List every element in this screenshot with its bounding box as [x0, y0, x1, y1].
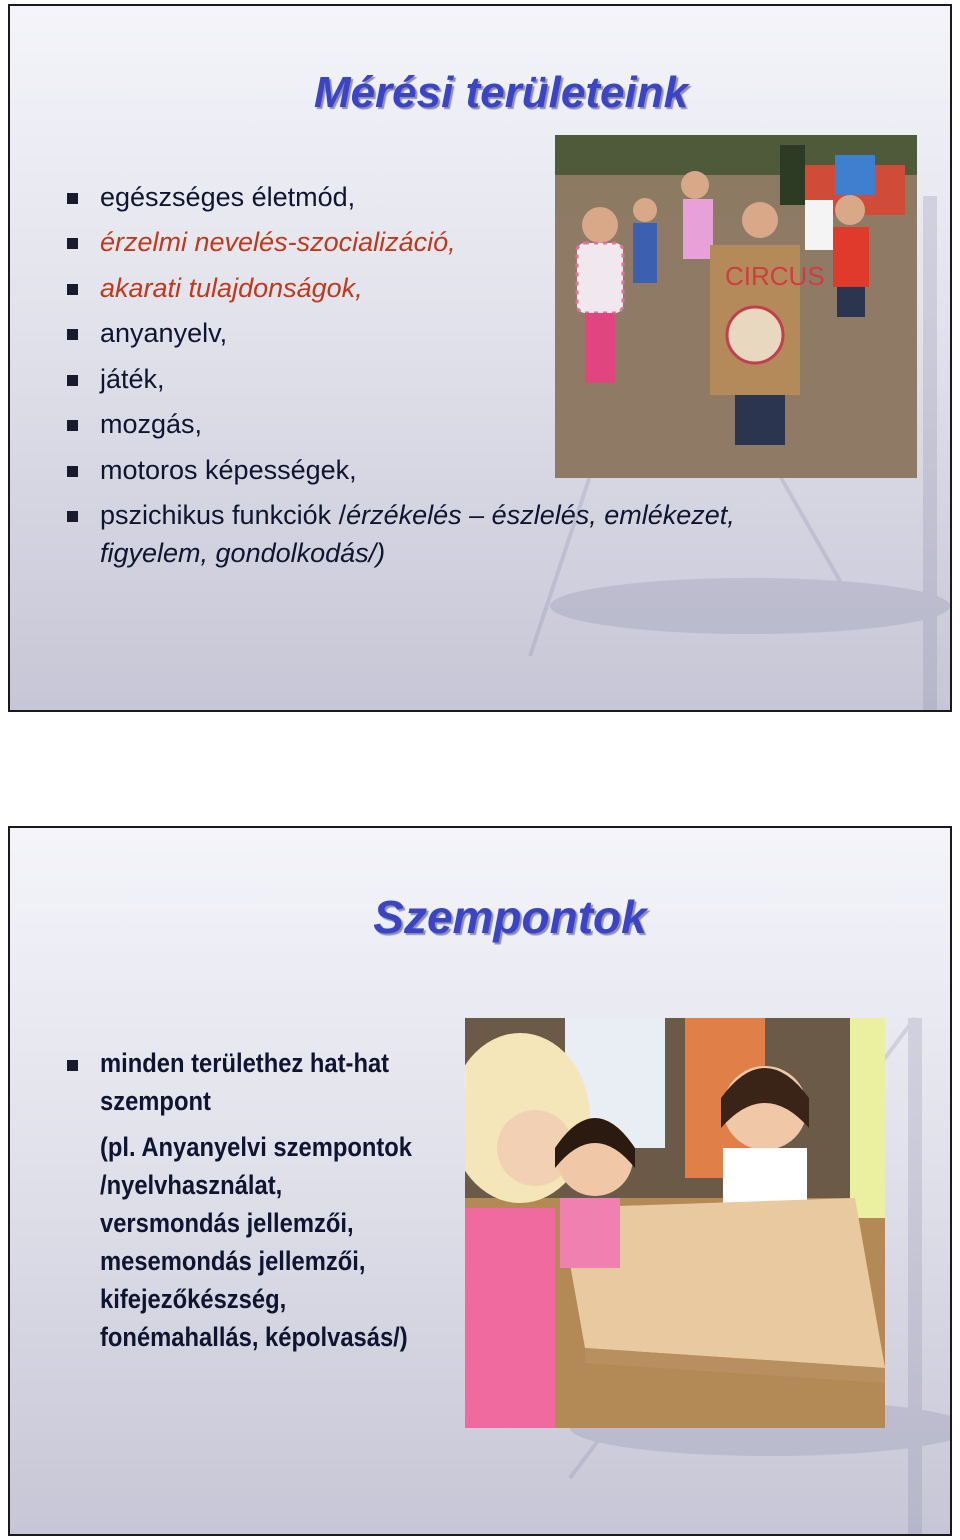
list-item-continuation: figyelem, gondolkodás/)	[100, 538, 386, 568]
bullet-icon	[67, 329, 78, 340]
criteria-line: kifejezőkészség,	[100, 1284, 287, 1314]
slide-criteria	[8, 826, 952, 1536]
bullet-icon	[67, 375, 78, 386]
children-table-photo	[465, 1018, 885, 1428]
slide-title: Szempontok	[373, 891, 647, 943]
children-playground-photo	[555, 135, 917, 478]
bullet-icon	[67, 420, 78, 431]
list-item: játék,	[100, 364, 165, 394]
list-item: érzelmi nevelés-szocializáció,	[100, 227, 456, 257]
bullet-icon	[67, 1060, 78, 1071]
criteria-line: szempont	[100, 1086, 211, 1116]
bullet-icon	[67, 511, 78, 522]
list-item: motoros képességek,	[100, 455, 357, 485]
playground-photo-image	[555, 135, 917, 478]
table-photo-image	[465, 1018, 885, 1428]
bullet-icon	[67, 284, 78, 295]
list-item: mozgás,	[100, 409, 203, 439]
list-item-italic: érzékelés – észlelés, emlékezet,	[346, 500, 735, 530]
criteria-line: fonémahallás, képolvasás/)	[100, 1322, 408, 1352]
slide-measurement-areas	[8, 4, 952, 712]
criteria-line: (pl. Anyanyelvi szempontok	[100, 1132, 413, 1162]
list-item-prefix: pszichikus funkciók /	[100, 500, 347, 530]
criteria-line: mesemondás jellemzői,	[100, 1246, 366, 1276]
svg-text:CIRCUS: CIRCUS	[725, 261, 825, 291]
slide-title: Mérési területeink	[313, 68, 689, 117]
list-item: anyanyelv,	[100, 318, 228, 348]
criteria-line: minden területhez hat-hat	[100, 1048, 390, 1078]
bullet-icon	[67, 238, 78, 249]
bullet-icon	[67, 466, 78, 477]
bullet-icon	[67, 193, 78, 204]
list-item: egészséges életmód,	[100, 182, 356, 212]
criteria-line: versmondás jellemzői,	[100, 1208, 354, 1238]
criteria-line: /nyelvhasználat,	[100, 1170, 283, 1200]
list-item-psychic-functions	[100, 499, 735, 531]
list-item: akarati tulajdonságok,	[100, 273, 363, 303]
